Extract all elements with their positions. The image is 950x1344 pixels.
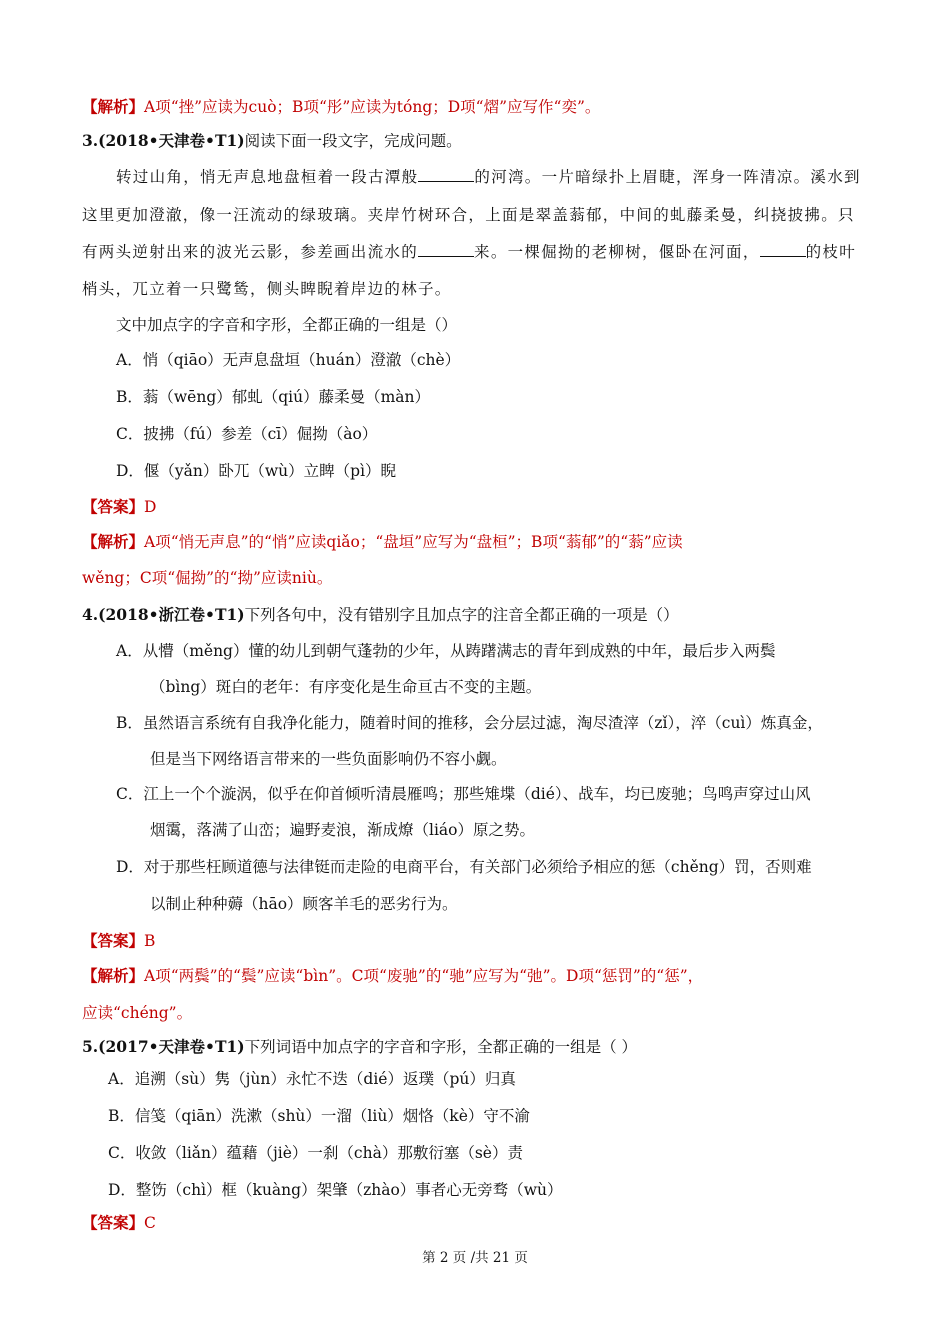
q3-answer (82, 496, 156, 518)
q4-option-a: A．从懵（měng）懂的幼儿到朝气蓬勃的少年，从踌躇满志的青年到成熟的中年，最后步入两鬓 (116, 642, 776, 660)
explain-text: A项“挫”应读为cuò；B项“彤”应读为tóng；D项“熠”应写作“奕”。 (144, 98, 601, 116)
q5-option-d: D．整饬（chì）框（kuàng）架肇（zhào）事者心无旁骛（wù） (108, 1181, 563, 1199)
page-number-footer: 第 2 页 /共 21 页 (422, 1250, 528, 1266)
passage-line-2 (82, 204, 855, 226)
q3-question: 文中加点字的字音和字形，全都正确的一组是（） (116, 316, 458, 334)
question-stem: 下列词语中加点字的字音和字形，全都正确的一组是（ ） (244, 1038, 638, 1056)
q5-option-a: A．追溯（sù）隽（jùn）永忙不迭（dié）返璞（pú）归真 (108, 1070, 516, 1088)
answer-tag: 【答案】 (82, 1213, 145, 1232)
fill-blank-3 (760, 241, 806, 257)
answer-value: C (144, 1214, 156, 1232)
q3-explanation (82, 531, 683, 553)
question-source: 3.(2018•天津卷•T1) (82, 131, 245, 150)
q4-answer (82, 930, 155, 952)
passage-text: 来。一棵倔拗的老柳树，偃卧在河面， (474, 243, 760, 261)
q5-option-b: B．信笺（qiān）洗漱（shù）一溜（liù）烟恪（kè）守不渝 (108, 1107, 530, 1125)
q3-option-b: B．蓊（wēng）郁虬（qiú）藤柔曼（màn） (116, 388, 431, 406)
q4-option-c: C．江上一个个漩涡，似乎在仰首倾听清晨雁鸣；那些雉堞（dié）、战车，均已废驰；鸟鸣声穿过山风 (116, 785, 811, 803)
q4-option-c-cont: 烟霭，落满了山峦；遍野麦浪，渐成燎（liáo）原之势。 (150, 821, 535, 839)
q3-option-d: D．偃（yǎn）卧兀（wù）立睥（pì）睨 (116, 462, 397, 480)
question-source: 4.(2018•浙江卷•T1) (82, 605, 245, 624)
fill-blank-1 (418, 166, 474, 182)
q3-explanation-cont: wěng；C项“倔拗”的“拗”应读niù。 (82, 569, 333, 587)
explain-tag: 【解析】 (82, 97, 145, 116)
q4-option-d-cont: 以制止种种薅（hāo）顾客羊毛的恶劣行为。 (150, 895, 458, 913)
passage-text: 的河湾。一片暗绿扑上眉睫，浑身一阵清凉。溪水到 (474, 168, 861, 186)
answer-tag: 【答案】 (82, 931, 145, 950)
answer-tag: 【答案】 (82, 497, 145, 516)
q4-explanation-cont: 应读“chéng”。 (82, 1004, 193, 1022)
q3-option-c: C．披拂（fú）参差（cī）倔拗（ào） (116, 425, 378, 443)
passage-line-1 (116, 166, 861, 188)
q4-option-a-cont: （bìng）斑白的老年：有序变化是生命亘古不变的主题。 (150, 678, 542, 696)
answer-value: B (144, 932, 156, 950)
passage-text: 有两头逆射出来的波光云影，参差画出流水的 (82, 243, 419, 261)
q4-heading (82, 604, 679, 626)
q3-option-a: A．悄（qiāo）无声息盘垣（huán）澄澈（chè） (116, 351, 461, 369)
q5-option-c: C．收敛（liǎn）蕴藉（jiè）一刹（chà）那敷衍塞（sè）责 (108, 1144, 523, 1162)
question-stem: 阅读下面一段文字，完成问题。 (244, 132, 462, 150)
q4-option-d: D．对于那些枉顾道德与法律铤而走险的电商平台，有关部门必须给予相应的惩（chěng）罚，否则难 (116, 858, 812, 876)
passage-text: 转过山角，悄无声息地盘桓着一段古潭般 (116, 168, 419, 186)
q3-heading (82, 130, 462, 152)
q4-option-b-cont: 但是当下网络语言带来的一些负面影响仍不容小觑。 (150, 750, 507, 768)
question-stem: 下列各句中，没有错别字且加点字的注音全都正确的一项是（） (244, 606, 679, 624)
explain-text: A项“两鬓”的“鬓”应读“bìn”。C项“废驰”的“驰”应写为“弛”。D项“惩罚”的“惩”， (144, 967, 704, 985)
passage-text: 这里更加澄澈，像一汪流动的绿玻璃。夹岸竹树环合，上面是翠盖蓊郁，中间的虬藤柔曼，纠挠披拂。只 (82, 206, 855, 224)
explain-tag: 【解析】 (82, 966, 145, 985)
passage-line-4 (82, 278, 452, 300)
q2-explanation (82, 96, 600, 118)
q5-answer (82, 1212, 156, 1234)
question-source: 5.(2017•天津卷•T1) (82, 1037, 245, 1056)
q5-heading (82, 1036, 637, 1058)
q4-option-b: B．虽然语言系统有自我净化能力，随着时间的推移，会分层过滤，淘尽渣滓（zǐ），淬（cuì）炼真金， (116, 714, 823, 732)
passage-text: 的枝叶 (805, 243, 857, 261)
passage-text: 梢头，兀立着一只鹭鸶，侧头睥睨着岸边的林子。 (82, 280, 452, 298)
fill-blank-2 (418, 241, 474, 257)
passage-line-3 (82, 241, 856, 263)
q4-explanation (82, 965, 703, 987)
explain-text: A项“悄无声息”的“悄”应读qiǎo；“盘垣”应写为“盘桓”；B项“蓊郁”的“蓊”应读 (144, 533, 683, 551)
explain-tag: 【解析】 (82, 532, 145, 551)
answer-value: D (144, 498, 157, 516)
